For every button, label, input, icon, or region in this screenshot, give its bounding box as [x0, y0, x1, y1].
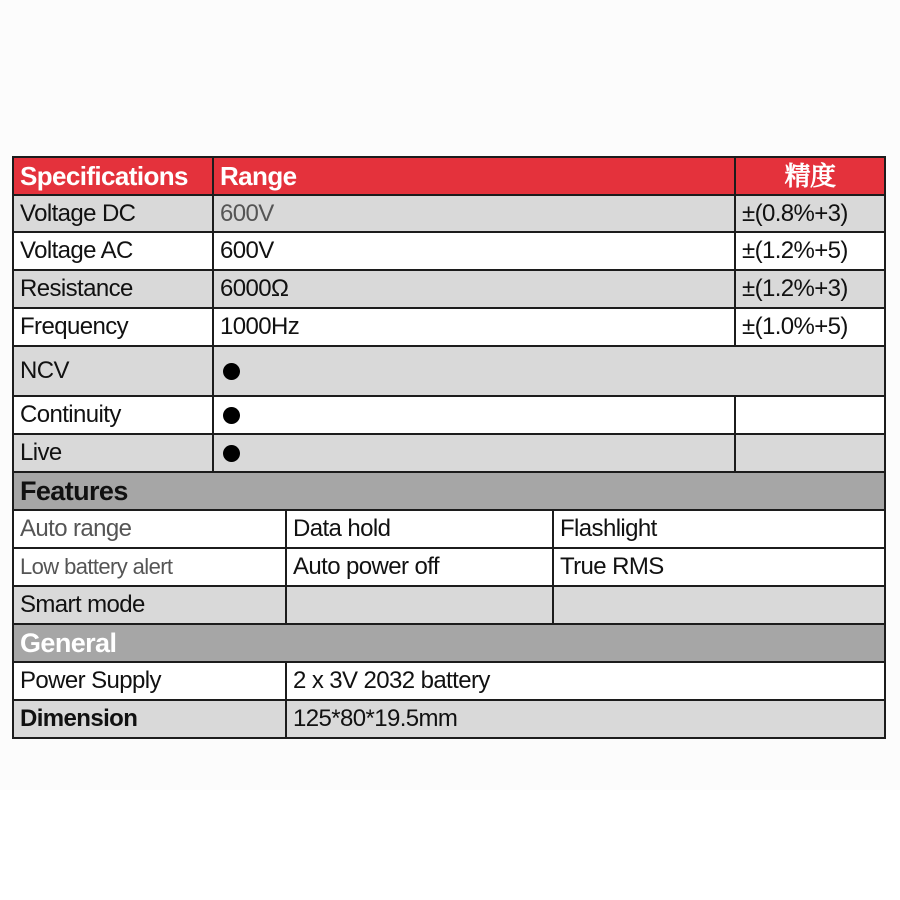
table-row [13, 510, 885, 548]
header-specifications: Specifications [13, 157, 213, 195]
feature-cell: Flashlight [553, 510, 885, 548]
table-row [13, 548, 885, 586]
measurement-name: Frequency [13, 308, 213, 346]
header-row [13, 157, 885, 195]
table-row [13, 232, 885, 270]
feature-cell: Auto range [13, 510, 286, 548]
measurement-accuracy [735, 434, 885, 472]
dimension-label: Dimension [13, 700, 286, 738]
header-accuracy: 精度 [735, 157, 885, 195]
section-header-features [13, 472, 885, 510]
measurement-name: Voltage DC [13, 195, 213, 232]
feature-cell: Low battery alert [13, 548, 286, 586]
table-row [13, 195, 885, 232]
supported-dot-icon [223, 407, 240, 424]
measurement-range-dot [213, 346, 885, 396]
power-supply-label: Power Supply [13, 662, 286, 700]
measurement-range-dot [213, 434, 735, 472]
measurement-accuracy [735, 396, 885, 434]
measurement-name: Resistance [13, 270, 213, 308]
measurement-accuracy: ±(1.0%+5) [735, 308, 885, 346]
general-title: General [13, 624, 885, 662]
measurement-name: Live [13, 434, 213, 472]
table-row [13, 700, 885, 738]
table-row [13, 586, 885, 624]
table-row [13, 434, 885, 472]
table-row [13, 270, 885, 308]
measurement-range-dot [213, 396, 735, 434]
spec-table [12, 156, 886, 739]
feature-cell: Auto power off [286, 548, 553, 586]
measurement-accuracy: ±(0.8%+3) [735, 195, 885, 232]
measurement-name: Voltage AC [13, 232, 213, 270]
measurement-range: 1000Hz [213, 308, 735, 346]
measurement-accuracy: ±(1.2%+3) [735, 270, 885, 308]
feature-cell: Data hold [286, 510, 553, 548]
header-range: Range [213, 157, 735, 195]
power-supply-value: 2 x 3V 2032 battery [286, 662, 885, 700]
features-title: Features [13, 472, 885, 510]
table-row [13, 346, 885, 396]
measurement-name: Continuity [13, 396, 213, 434]
supported-dot-icon [223, 445, 240, 462]
measurement-range: 6000Ω [213, 270, 735, 308]
measurement-range: 600V [213, 232, 735, 270]
table-row [13, 308, 885, 346]
feature-cell: Smart mode [13, 586, 286, 624]
feature-cell [286, 586, 553, 624]
table-row [13, 662, 885, 700]
measurement-accuracy: ±(1.2%+5) [735, 232, 885, 270]
supported-dot-icon [223, 363, 240, 380]
feature-cell: True RMS [553, 548, 885, 586]
table-row [13, 396, 885, 434]
section-header-general [13, 624, 885, 662]
measurement-name: NCV [13, 346, 213, 396]
feature-cell [553, 586, 885, 624]
measurement-range: 600V [213, 195, 735, 232]
dimension-value: 125*80*19.5mm [286, 700, 885, 738]
